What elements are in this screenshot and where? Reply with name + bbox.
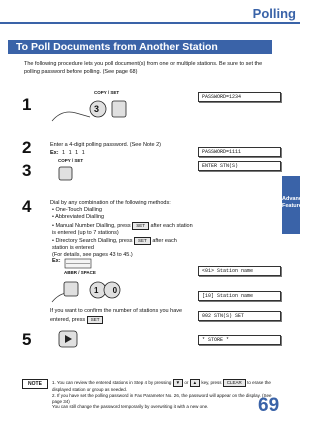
step-4-digits: 1 0 (94, 286, 124, 295)
step-3-set-key-illustration (58, 166, 74, 187)
step-2-example-digits: 1 1 1 1 (62, 150, 86, 156)
section-banner: To Poll Documents from Another Station (8, 40, 272, 54)
step-2-example-label: Ex: (50, 150, 59, 156)
step-3-lcd: ENTER STN(S) (198, 161, 281, 171)
step-4-bullet-4-text-b: after each station is entered (52, 238, 177, 251)
step-4-lcd-2: [10] Station name (198, 291, 281, 301)
step-1-key-label: COPY / SET (94, 90, 120, 95)
step-4-confirm-set-key: SET (87, 316, 104, 324)
step-4-bullet-4-set-key: SET (134, 237, 151, 245)
step-4-bullet-2: • Abbreviated Dialling (52, 214, 105, 220)
step-4-lcd-3: 002 STN(S) SET (198, 311, 281, 321)
note-1-text-b: or (184, 380, 189, 385)
step-4-number: 4 (22, 197, 32, 216)
step-4-bullet-3 (52, 222, 194, 237)
side-tab (282, 176, 309, 234)
step-5-start-key-illustration (58, 330, 80, 355)
down-arrow-key-icon: ▼ (173, 379, 183, 387)
intro-text: The following procedure lets you poll document(s) from one or multiple stations. Be sure to set the polling password before polling. (See page 68) (24, 61, 263, 75)
step-2-lcd: PASSWORD=1111 (198, 147, 281, 157)
step-4-example-label: Ex: (52, 258, 61, 264)
step-4-confirm-text-2a: entered, press (50, 317, 86, 323)
step-5-lcd: * STORE * (198, 335, 281, 345)
step-4-lcd-1: <01> Station name (198, 266, 281, 276)
step-4-bullet-1: • One-Touch Dialling (52, 207, 102, 213)
step-4-bullet-4 (52, 237, 194, 259)
step-4-key-label: ABBR / SPACE (64, 270, 96, 275)
up-arrow-key-icon: ▲ (190, 379, 200, 387)
page-header-title: Polling (252, 6, 296, 21)
step-4-bullet-3-text-a: • Manual Number Dialling, press (52, 223, 131, 229)
step-4-confirm-text-2 (50, 316, 103, 324)
note-1-text-c: key, press (201, 380, 222, 385)
step-1-number: 1 (22, 95, 32, 114)
header-divider (0, 22, 300, 24)
step-4-bullet-4-text-c: (For details, see pages 43 to 45.) (52, 252, 133, 258)
side-tab-line1: Advanced (282, 196, 309, 202)
side-tab-line2: Features (282, 203, 305, 209)
step-1-digit: 3 (94, 104, 100, 114)
step-4-bullet-3-set-key: SET (132, 222, 149, 230)
step-4-bullet-3-text-b: after each station is entered (up to 7 stations) (52, 223, 193, 236)
note-2-text-a: 2. If you have set the polling password in Fax Parameter No. 26, the password will appear on the display. (See page 34) (52, 392, 272, 404)
step-3-number: 3 (22, 161, 32, 180)
page-number: 69 (258, 395, 280, 416)
note-2-text-b: You can still change the password temporarily by overwriting it with a new one. (52, 404, 209, 410)
note-text (52, 379, 278, 410)
step-5-number: 5 (22, 330, 32, 349)
step-4-instruction: Dial by any combination of the following methods: (50, 200, 171, 206)
step-1-lcd: PASSWORD=1234 (198, 92, 281, 102)
note-1-text-d: to erase the displayed station or group as needed. (52, 380, 271, 392)
step-1-keypad-illustration (50, 91, 180, 125)
step-4-bullet-4-text-a: • Directory Search Dialling, press (52, 238, 133, 244)
step-2-instruction: Enter a 4-digit polling password. (See Note 2) (50, 142, 161, 148)
clear-key: CLEAR (223, 379, 246, 387)
step-4-confirm-text-1: If you want to confirm the number of stations you have (50, 308, 183, 314)
note-badge: NOTE (22, 379, 48, 389)
step-3-key-label: COPY / SET (58, 158, 84, 163)
note-1-text-a: 1. You can review the entered stations in Step 4 by pressing (52, 380, 172, 385)
step-2-number: 2 (22, 138, 32, 157)
